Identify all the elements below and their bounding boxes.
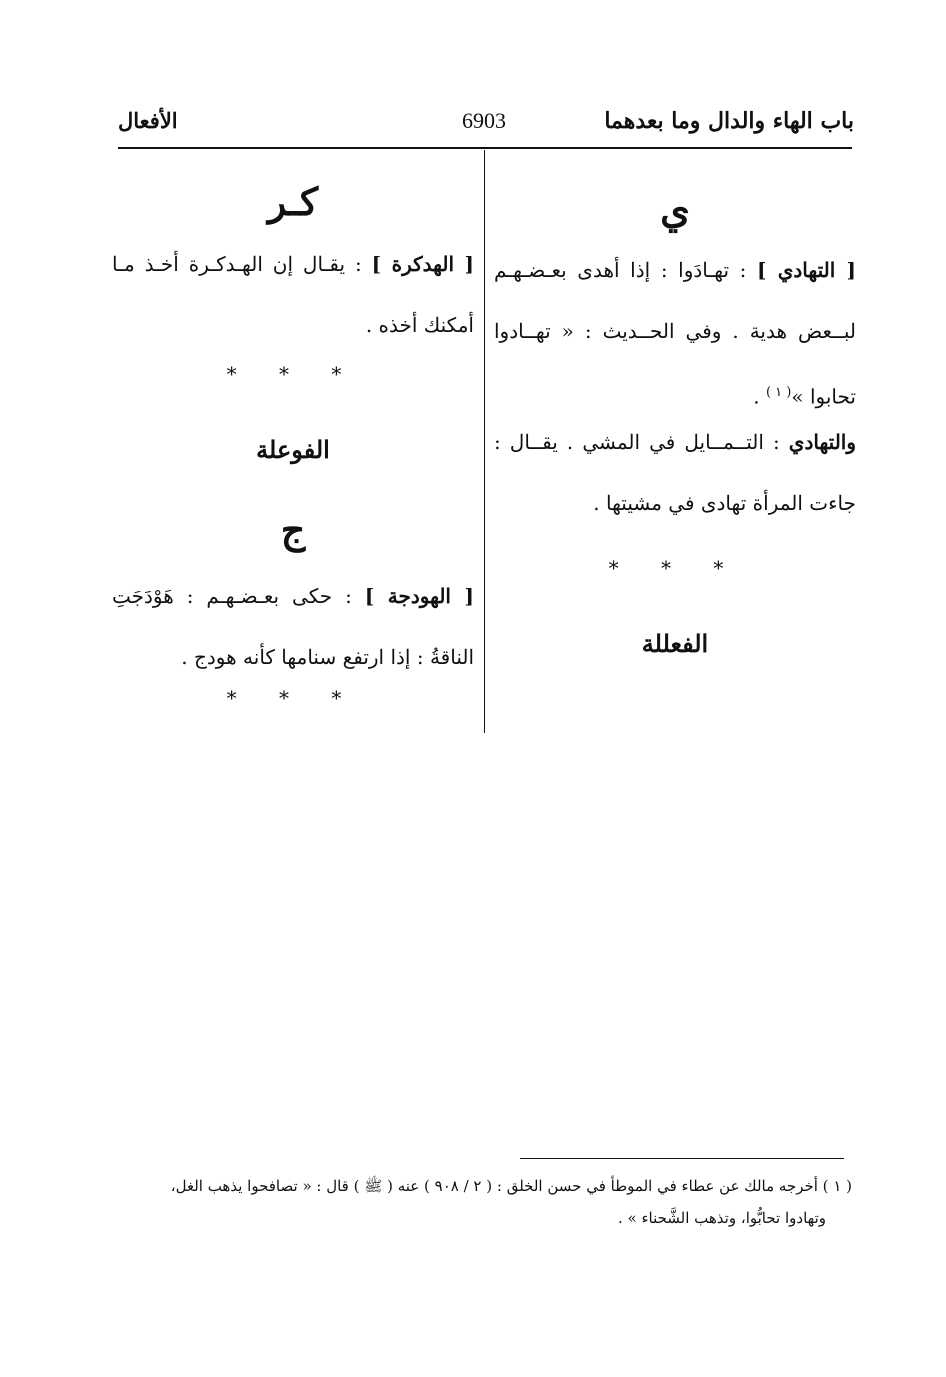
entry-hadkara <box>112 234 474 356</box>
footnote-line: وتهادوا تحابُّوا، وتذهب الشَّحناء » . <box>617 1209 826 1227</box>
stars-separator: * * * <box>226 362 360 386</box>
section-title-fawala: الفوعلة <box>256 435 330 464</box>
stars-separator: * * * <box>608 556 742 580</box>
entry-term: [ التهادي ] <box>757 258 856 282</box>
footnote-rule <box>520 1158 844 1159</box>
section-title-faalala: الفعللة <box>641 629 709 658</box>
page-number: 6903 <box>462 108 506 133</box>
entry-tahadi <box>494 240 856 428</box>
entry-text: : تهـادَوا : إذا أهدى بعـضـهـم لبــعض هدية . وفي الحــديث : « تهــادوا تحابوا » <box>494 258 856 409</box>
entry-term: [ الهودجة ] <box>364 584 474 608</box>
column-divider <box>484 150 485 733</box>
entry-term: [ الهدكرة ] <box>371 252 474 276</box>
stars-separator: * * * <box>226 686 360 710</box>
entry-end: . <box>753 384 760 409</box>
entry-hawdaja <box>112 566 474 688</box>
running-head-chapter: باب الهاء والدال وما بعدهما <box>604 108 854 134</box>
footnote <box>112 1170 852 1234</box>
footnote-line: ( ١ ) أخرجه مالك عن عطاء في الموطأ في حسن الخلق : ( ٢ / ٩٠٨ ) عنه ( ﷺ ) قال : « تصافحوا يذهب الغل، <box>170 1177 852 1195</box>
entry-tahadi-walk <box>494 412 856 534</box>
left-letter-heading-2: ج <box>280 507 306 552</box>
entry-text: : حكى بعـضـهـم : هَوْدَجَتِ الناقةُ : إذا ارتفع سنامها كأنه هودج . <box>112 584 474 669</box>
header-rule <box>118 147 852 149</box>
entry-term: والتهادي <box>788 430 857 454</box>
running-head-section: الأفعال <box>118 108 178 133</box>
entry-text: : التــمــايل في المشي . يقــال : جاءت المرأة تهادى في مشيتها . <box>494 430 856 515</box>
footnote-ref: ( ١ ) <box>765 385 792 400</box>
left-letter-heading: كـر <box>267 179 319 224</box>
entry-text: : يقـال إن الهـدكـرة أخـذ مـا أمكنك أخذه . <box>112 252 474 337</box>
right-letter-heading: ي <box>660 187 690 232</box>
